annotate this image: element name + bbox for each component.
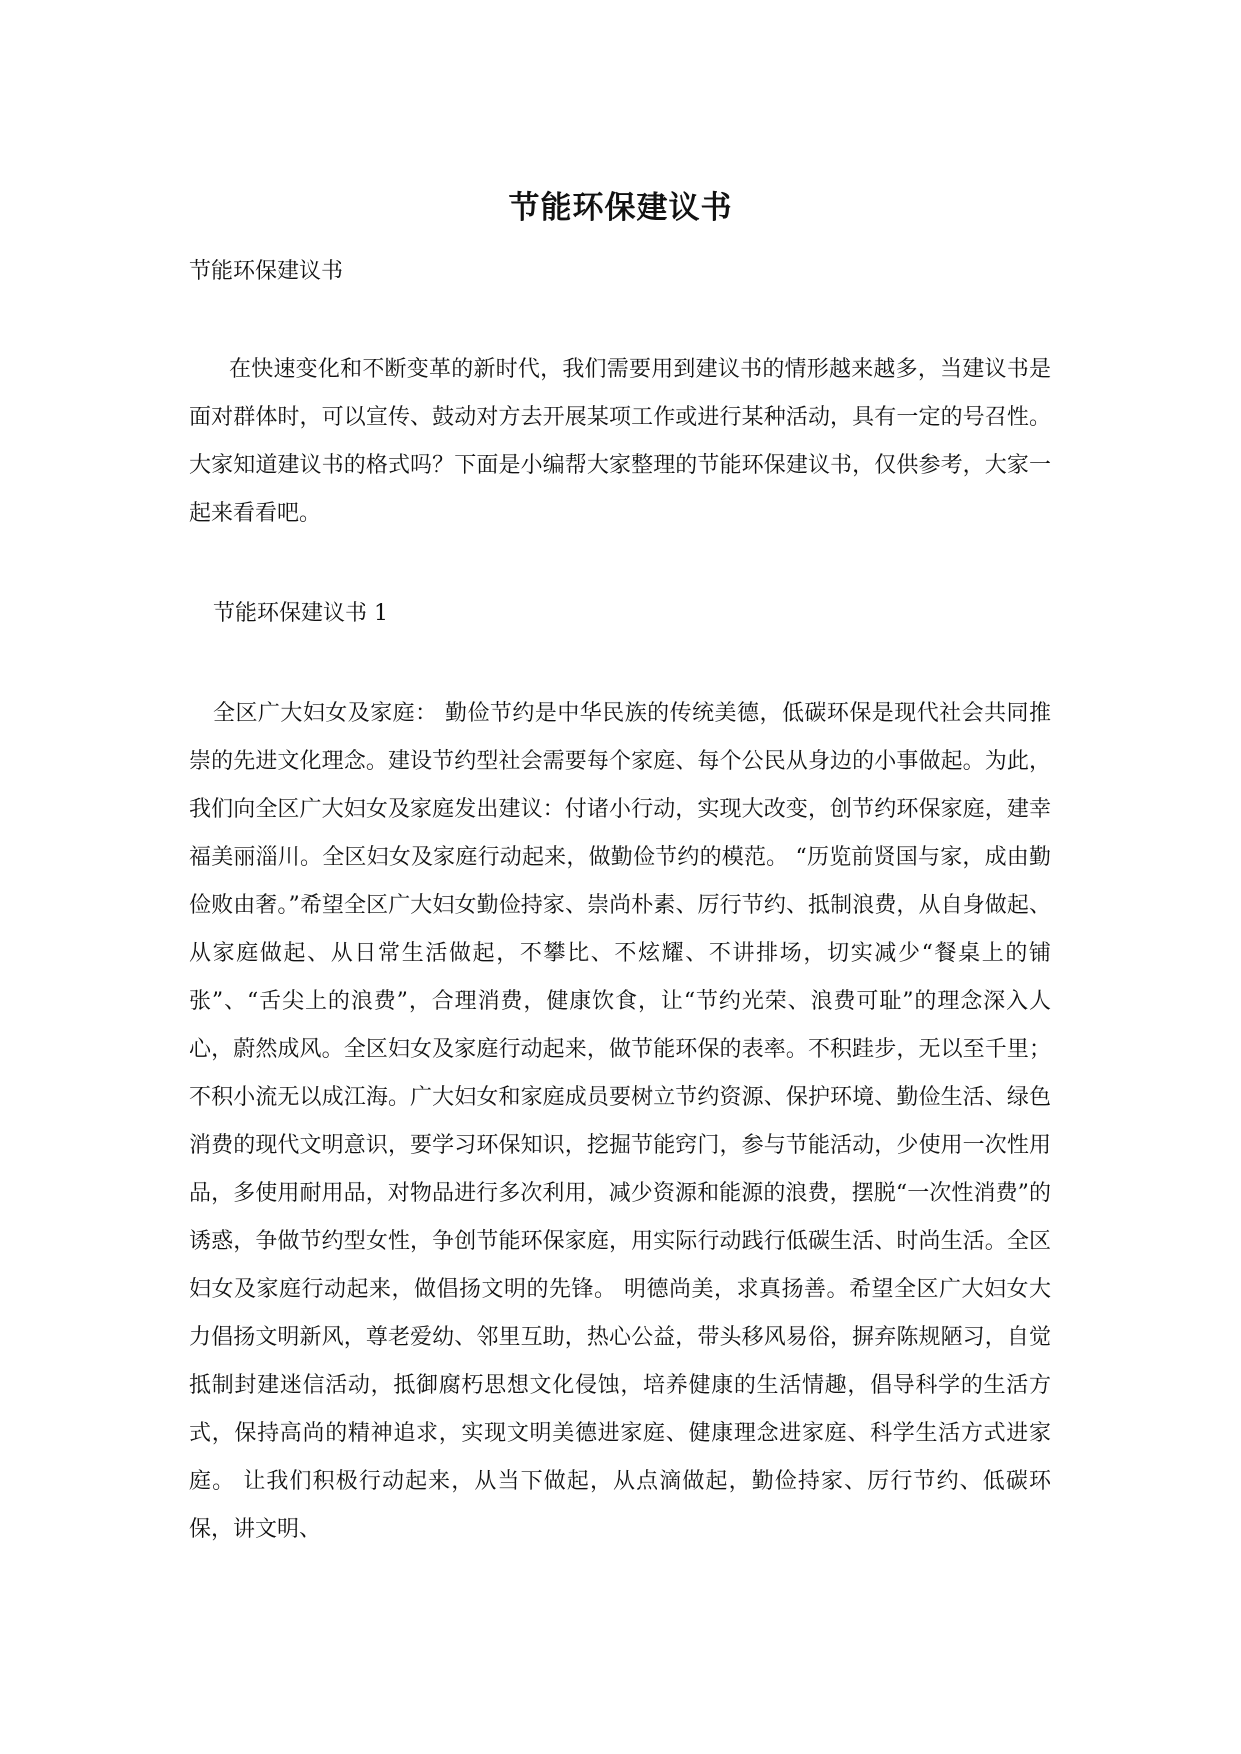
intro-paragraph: 在快速变化和不断变革的新时代，我们需要用到建议书的情形越来越多，当建议书是面对群体时，可以宣传、鼓动对方去开展某项工作或进行某种活动，具有一定的号召性。大家知道建议书的格式吗？下面是小编帮大家整理的节能环保建议书，仅供参考，大家一起来看看吧。 [189,357,1051,526]
document-title: 节能环保建议书 [508,190,733,226]
body-paragraph: 全区广大妇女及家庭： 勤俭节约是中华民族的传统美德，低碳环保是现代社会共同推崇的先进文化理念。建设节约型社会需要每个家庭、每个公民从身边的小事做起。为此，我们向全区广大妇女及家庭发出建议：付诸小行动，实现大改变，创节约环保家庭，建幸福美丽淄川。全区妇女及家庭行动起来，做勤俭节约的模范。 “历览前贤国与家，成由勤俭败由奢。”希望全区广大妇女勤俭持家、崇尚朴素、厉行节约、抵制浪费，从自身做起、从家庭做起、从日常生活做起，不攀比、不炫耀、不讲排场，切实减少“餐桌上的铺张”、“舌尖上的浪费”，合理消费，健康饮食，让“节约光荣、浪费可耻”的理念深入人心，蔚然成风。全区妇女及家庭行动起来，做节能环保的表率。不积跬步，无以至千里；不积小流无以成江海。广大妇女和家庭成员要树立节约资源、保护环境、勤俭生活、绿色消费的现代文明意识，要学习环保知识，挖掘节能窍门，参与节能活动，少使用一次性用品，多使用耐用品，对物品进行多次利用，减少资源和能源的浪费，摆脱“一次性消费”的诱惑，争做节约型女性，争创节能环保家庭，用实际行动践行低碳生活、时尚生活。全区妇女及家庭行动起来，做倡扬文明的先锋。 明德尚美，求真扬善。希望全区广大妇女大力倡扬文明新风，尊老爱幼、邻里互助，热心公益，带头移风易俗，摒弃陈规陋习，自觉抵制封建迷信活动，抵御腐朽思想文化侵蚀，培养健康的生活情趣，倡导科学的生活方式，保持高尚的精神追求，实现文明美德进家庭、健康理念进家庭、科学生活方式进家庭。 让我们积极行动起来，从当下做起，从点滴做起，勤俭持家、厉行节约、低碳环保，讲文明、 [189,701,1051,1542]
section-heading: 节能环保建议书 1 [213,601,388,626]
document-subtitle: 节能环保建议书 [189,259,344,284]
